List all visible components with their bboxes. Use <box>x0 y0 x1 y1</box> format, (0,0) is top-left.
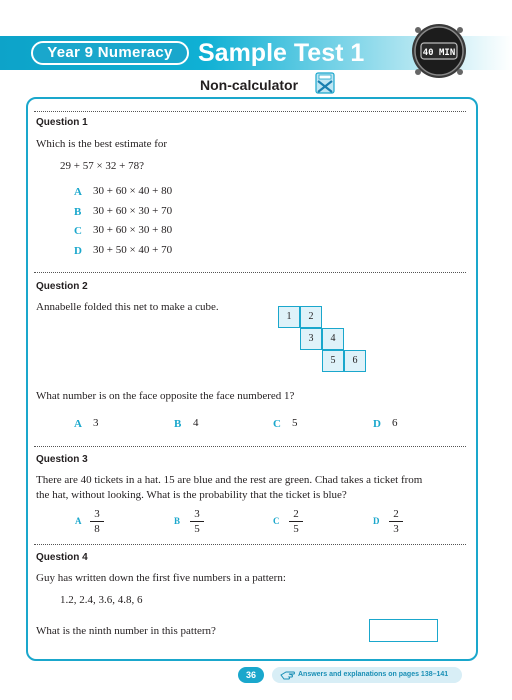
q3-option-b-letter[interactable]: B <box>174 516 181 526</box>
fraction-numerator: 2 <box>293 508 299 520</box>
question-3-line-1: There are 40 tickets in a hat. 15 are blue and the rest are green. Chad takes a ticket from <box>36 474 423 486</box>
question-1-expression: 29 + 57 × 32 + 78? <box>60 160 144 172</box>
q1-option-c-letter[interactable]: C <box>74 225 82 237</box>
q2-option-a-text[interactable]: 3 <box>93 417 99 429</box>
q1-option-c-text[interactable]: 30 + 60 × 30 + 80 <box>93 224 173 236</box>
q1-option-d-letter[interactable]: D <box>74 245 82 257</box>
q1-option-d-text[interactable]: 30 + 50 × 40 + 70 <box>93 244 173 256</box>
answers-link[interactable]: Answers and explanations on pages 138–141 <box>272 667 462 683</box>
fraction-denominator: 5 <box>293 523 299 535</box>
question-4-question: What is the ninth number in this pattern? <box>36 625 216 637</box>
question-4-prompt: Guy has written down the first five numbers in a pattern: <box>36 572 286 584</box>
q1-option-b-text[interactable]: 30 + 60 × 30 + 70 <box>93 205 173 217</box>
net-cell: 4 <box>322 328 344 350</box>
q1-option-a-letter[interactable]: A <box>74 186 82 198</box>
fraction-bar <box>389 521 403 522</box>
q2-option-b-text[interactable]: 4 <box>193 417 199 429</box>
question-1-title: Question 1 <box>36 117 88 128</box>
divider <box>34 544 466 545</box>
question-4-title: Question 4 <box>36 552 88 563</box>
question-4-pattern: 1.2, 2.4, 3.6, 4.8, 6 <box>60 594 143 606</box>
no-calculator-icon <box>315 72 335 94</box>
answer-input-box[interactable] <box>369 619 438 642</box>
q2-option-c-letter[interactable]: C <box>273 418 281 430</box>
q3-option-d-fraction[interactable] <box>389 508 403 535</box>
pointing-hand-icon <box>280 670 296 680</box>
question-1-prompt: Which is the best estimate for <box>36 138 168 150</box>
fraction-numerator: 2 <box>393 508 399 520</box>
page-number: 36 <box>238 667 264 683</box>
q1-option-a-text[interactable]: 30 + 60 × 40 + 80 <box>93 185 173 197</box>
year-label: Year 9 Numeracy <box>31 41 189 65</box>
fraction-bar <box>90 521 104 522</box>
divider <box>34 446 466 447</box>
net-cell: 5 <box>322 350 344 372</box>
net-cell: 3 <box>300 328 322 350</box>
question-2-question: What number is on the face opposite the face numbered 1? <box>36 390 295 402</box>
divider <box>34 272 466 273</box>
question-2-prompt: Annabelle folded this net to make a cube. <box>36 301 219 313</box>
question-3-title: Question 3 <box>36 454 88 465</box>
q2-option-c-text[interactable]: 5 <box>292 417 298 429</box>
q1-option-b-letter[interactable]: B <box>74 206 82 218</box>
net-cell: 6 <box>344 350 366 372</box>
q2-option-d-letter[interactable]: D <box>373 418 381 430</box>
net-cell: 1 <box>278 306 300 328</box>
fraction-denominator: 3 <box>393 523 399 535</box>
fraction-denominator: 5 <box>194 523 200 535</box>
q3-option-b-fraction[interactable] <box>190 508 204 535</box>
subtitle: Non-calculator <box>200 77 299 93</box>
q2-option-b-letter[interactable]: B <box>174 418 182 430</box>
divider <box>34 111 466 112</box>
badge-text: 40 MIN <box>422 48 456 58</box>
page-title: Sample Test 1 <box>198 39 365 67</box>
net-cell: 2 <box>300 306 322 328</box>
q3-option-c-fraction[interactable] <box>289 508 303 535</box>
fraction-bar <box>289 521 303 522</box>
q3-option-d-letter[interactable]: D <box>373 516 380 526</box>
q3-option-c-letter[interactable]: C <box>273 516 280 526</box>
fraction-numerator: 3 <box>194 508 200 520</box>
q3-option-a-letter[interactable]: A <box>75 516 82 526</box>
q2-option-d-text[interactable]: 6 <box>392 417 398 429</box>
fraction-bar <box>190 521 204 522</box>
q2-option-a-letter[interactable]: A <box>74 418 82 430</box>
fraction-denominator: 8 <box>94 523 100 535</box>
timer-badge-icon <box>411 23 467 79</box>
question-3-line-2: the hat, without looking. What is the probability that the ticket is blue? <box>36 489 347 501</box>
q3-option-a-fraction[interactable] <box>90 508 104 535</box>
question-2-title: Question 2 <box>36 281 88 292</box>
fraction-numerator: 3 <box>94 508 100 520</box>
